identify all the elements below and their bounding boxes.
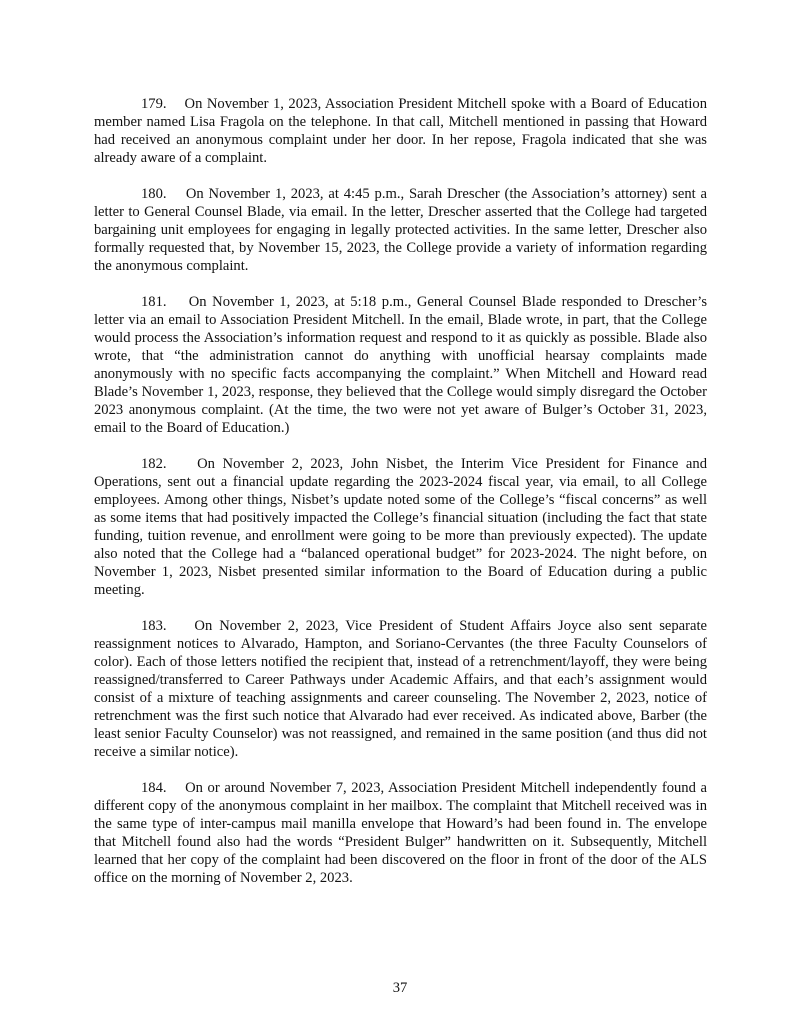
paragraph-text: On or around November 7, 2023, Association President Mitchell independently found a different copy of the anonymous complaint in her mailbox. The complaint that Mitchell received was in the same type of inter-campus mail manilla envelope that Howard’s had been found in. The envelope that Mitchell found also had the words “President Bulger” handwritten on it. Subsequently, Mitchell learned that her copy of the complaint had been discovered on the floor in front of the door of the ALS office on the morning of November 2, 2023. xyxy=(94,780,707,886)
page-number: 37 xyxy=(392,980,408,996)
paragraph-text: On November 1, 2023, at 4:45 p.m., Sarah Drescher (the Association’s attorney) sent a letter to General Counsel Blade, via email. In the letter, Drescher asserted that the College had targeted bargaining unit employees for engaging in legally protected activities. In the same letter, Drescher also formally requested that, by November 15, 2023, the College provide a variety of information regarding the anonymous complaint. xyxy=(94,186,708,274)
paragraph-180 xyxy=(94,185,707,275)
paragraph-text: On November 1, 2023, Association President Mitchell spoke with a Board of Education member named Lisa Fragola on the telephone. In that call, Mitchell mentioned in passing that Howard had received an anonymous complaint under her door. In her repose, Fragola indicated that she was already aware of a complaint. xyxy=(94,96,707,166)
paragraph-181 xyxy=(94,293,707,437)
paragraph-text: On November 2, 2023, John Nisbet, the Interim Vice President for Finance and Operations, sent out a financial update regarding the 2023-2024 fiscal year, via email, to all College employees. Among other things, Nisbet’s update noted some of the College’s “fiscal concerns” as well as some items that had positively impacted the College’s financial situation (including the fact that state funding, tuition revenue, and enrollment were going to be more than previously expected). The update also noted that the College had a “balanced operational budget” for 2023-2024. The night before, on November 1, 2023, Nisbet presented similar information to the Board of Education during a public meeting. xyxy=(94,456,707,598)
paragraph-183 xyxy=(94,617,707,761)
paragraph-text: On November 1, 2023, at 5:18 p.m., General Counsel Blade responded to Drescher’s letter via an email to Association President Mitchell. In the email, Blade wrote, in part, that the College would process the Association’s information request and respond to it as quickly as possible. Blade also wrote, that “the administration cannot do anything with unofficial hearsay complaints made anonymously with no specific facts accompanying the complaint.” When Mitchell and Howard read Blade’s November 1, 2023, response, they believed that the College would simply disregard the October 2023 anonymous complaint. (At the time, the two were not yet aware of Bulger’s October 31, 2023, email to the Board of Education.) xyxy=(94,294,708,436)
paragraph-number: 179. xyxy=(141,96,167,112)
paragraph-number: 184. xyxy=(141,780,167,796)
paragraph-text: On November 2, 2023, Vice President of Student Affairs Joyce also sent separate reassignment notices to Alvarado, Hampton, and Soriano-Cervantes (the three Faculty Counselors of color). Each of those letters notified the recipient that, instead of a retrenchment/layoff, they were being reassigned/transferred to Career Pathways under Academic Affairs, and that each’s assignment would consist of a mixture of teaching assignments and career counseling. The November 2, 2023, notice of retrenchment was the first such notice that Alvarado had ever received. As indicated above, Barber (the least senior Faculty Counselor) was not reassigned, and remained in the same position (and thus did not receive a similar notice). xyxy=(94,618,708,760)
paragraph-184 xyxy=(94,779,707,887)
paragraph-182 xyxy=(94,455,707,599)
paragraph-number: 182. xyxy=(141,456,167,472)
document-body xyxy=(94,95,707,905)
paragraph-179 xyxy=(94,95,707,167)
paragraph-number: 180. xyxy=(141,186,167,202)
paragraph-number: 181. xyxy=(141,294,167,310)
paragraph-number: 183. xyxy=(141,618,167,634)
